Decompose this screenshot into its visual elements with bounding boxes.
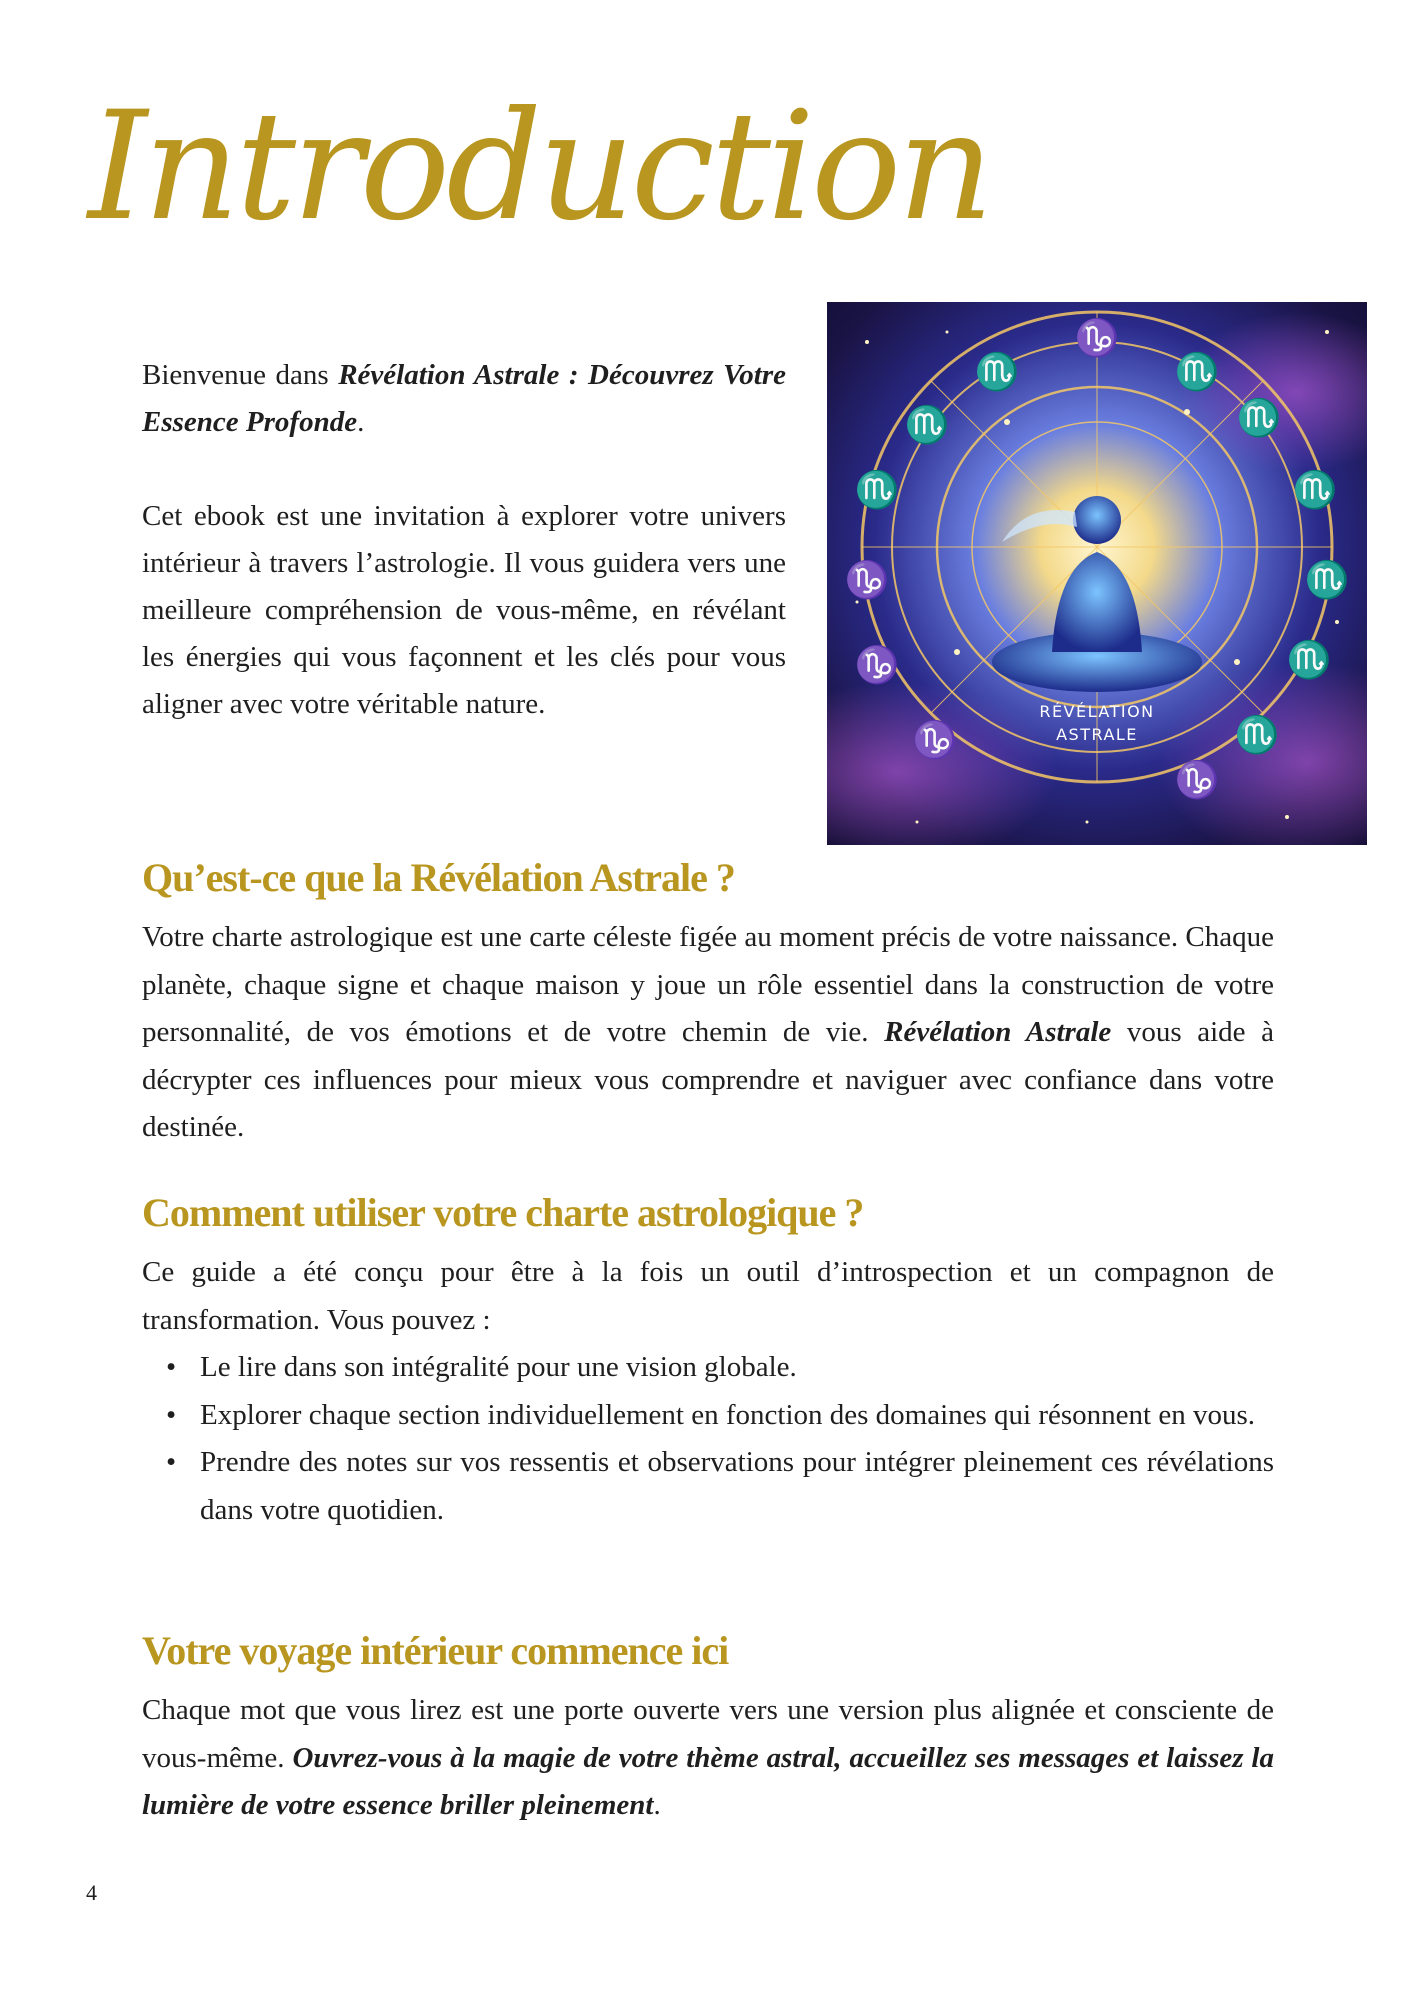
zodiac-glyph-8: ♏ bbox=[904, 405, 950, 446]
zodiac-glyph-1: ♏ bbox=[1174, 352, 1220, 393]
intro-p1-prefix: Bienvenue dans bbox=[142, 359, 339, 391]
zodiac-glyph-2: ♏ bbox=[1236, 398, 1282, 439]
section3-text-prefix: Chaque mot que vous lirez est une porte ouverte vers une version plus alignée et consciente de vous-même. bbox=[142, 1694, 1274, 1774]
zodiac-glyph-3: ♏ bbox=[1292, 470, 1338, 511]
zodiac-glyph-5: ♏ bbox=[1286, 640, 1332, 681]
section3-emphasis: Ouvrez-vous à la magie de votre thème astral, accueillez ses messages et laissez la lumière de votre essence briller pleinement bbox=[142, 1741, 1274, 1821]
section-heading-journey: Votre voyage intérieur commence ici bbox=[142, 1628, 729, 1673]
section-what-is bbox=[142, 852, 1274, 1152]
section1-text-suffix: vous aide à décrypter ces influences pour mieux vous comprendre et naviguer avec confiance dans votre destinée. bbox=[142, 1016, 1274, 1143]
bullet-icon: • bbox=[166, 1398, 177, 1431]
zodiac-glyph-9: ♏ bbox=[854, 470, 900, 511]
zodiac-glyph-13: ♑ bbox=[1174, 760, 1220, 801]
section-how-to-use bbox=[142, 1187, 1274, 1534]
section-text-what-is bbox=[142, 914, 1274, 1152]
list-item bbox=[166, 1392, 1274, 1440]
section-text-how-to-use: Ce guide a été conçu pour être à la fois un outil d’introspection et un compagnon de transformation. Vous pouvez : bbox=[142, 1256, 1274, 1336]
cover-illustration bbox=[827, 302, 1367, 845]
bullet-icon: • bbox=[166, 1351, 177, 1383]
list-item bbox=[166, 1344, 1274, 1392]
list-item bbox=[166, 1439, 1274, 1534]
cover-label-line1: RÉVÉLATION bbox=[1039, 702, 1155, 721]
section-heading-how-to-use: Comment utiliser votre charte astrologique ? bbox=[142, 1190, 864, 1235]
cover-label-line2: ASTRALE bbox=[1056, 725, 1138, 744]
page-title: Introduction bbox=[88, 80, 990, 254]
list-item-text: Le lire dans son intégralité pour une vision globale. bbox=[200, 1351, 797, 1383]
page-number: 4 bbox=[86, 1880, 97, 1905]
zodiac-glyph-0: ♑ bbox=[1074, 318, 1120, 359]
bullet-icon: • bbox=[166, 1446, 177, 1478]
zodiac-glyph-11: ♑ bbox=[854, 645, 900, 686]
intro-text bbox=[142, 352, 786, 728]
zodiac-glyph-10: ♑ bbox=[844, 560, 890, 601]
intro-p1-suffix: . bbox=[357, 406, 365, 438]
list-item-text: Prendre des notes sur vos ressentis et observations pour intégrer pleinement ces révélations dans votre quotidien. bbox=[200, 1446, 1274, 1526]
section1-text-prefix: Votre charte astrologique est une carte céleste figée au moment précis de votre naissance. Chaque planète, chaque signe et chaque maison y joue un rôle essentiel dans la construction de votre personnalité, de vos émotions et de votre chemin de vie. bbox=[142, 921, 1274, 1048]
intro-paragraph-1 bbox=[142, 352, 786, 446]
section3-text-suffix: . bbox=[653, 1789, 661, 1821]
section-journey bbox=[142, 1625, 1274, 1830]
zodiac-glyph-6: ♏ bbox=[1234, 715, 1280, 756]
usage-list bbox=[142, 1344, 1274, 1534]
section1-emphasis: Révélation Astrale bbox=[884, 1016, 1112, 1048]
zodiac-glyph-7: ♏ bbox=[974, 352, 1020, 393]
section-text-journey bbox=[142, 1687, 1274, 1830]
list-item-text: Explorer chaque section individuellement en fonction des domaines qui résonnent en vous. bbox=[200, 1398, 1256, 1431]
section-heading-what-is: Qu’est-ce que la Révélation Astrale ? bbox=[142, 855, 735, 900]
zodiac-glyph-4: ♏ bbox=[1304, 560, 1350, 601]
intro-paragraph-2: Cet ebook est une invitation à explorer votre univers intérieur à travers l’astrologie. Il vous guidera vers une meilleure compréhension de vous-même, en révélant les énergies qui vous façonnent et les clés pour vous aligner avec votre véritable nature. bbox=[142, 500, 786, 720]
zodiac-glyph-12: ♑ bbox=[912, 720, 958, 761]
ebook-title-emphasis: Révélation Astrale : Découvrez Votre Essence Profonde bbox=[142, 359, 787, 438]
